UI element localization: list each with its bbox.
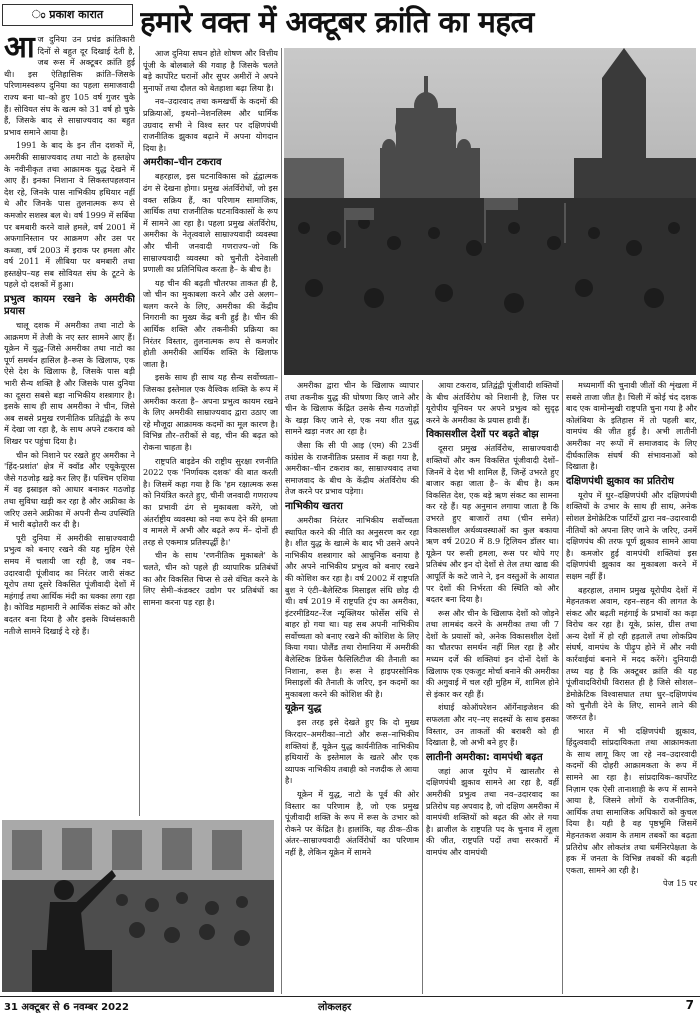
column-5: [566, 380, 697, 994]
lenin-speech-photo-icon: [2, 820, 274, 992]
column-4: [426, 380, 559, 994]
column-3: [285, 380, 419, 994]
subheading: विकासशील देशों पर बढ़ते बोझ: [426, 429, 539, 441]
paragraph: अमरीका निरंतर नाभिकीय सर्वोच्चता स्थापित करने की नीति का अनुसरण कर रहा है। शीत युद्ध के खात्मे के बाद भी उसने अपने नाभिकीय शस्त्रागार को आधुनिक बनाया है और अपने नाभिकीय प्रभुत्व को बनाए रखने की कोशिश कर रहा है। वर्ष 2002 में राष्ट्रपति बुश ने एंटी–बैलेस्टिक मिसाइल संधि छोड़ दी थी। वर्ष 2019 में राष्ट्रपति ट्रंप का अमरीका, इंटरमीडियट–रेंज न्यूक्लियर फोर्सेस संधि से बाहर हो गया था। यह सब अपनी नाभिकीय सर्वोच्चता को बनाए रखने की कोशिश के लिए किया गया। पोलैंड तथा रोमानिया में अमरीकी बैलेस्टिक डिफेंस फैसिलिटीज की तैनाती का निशाना, रूस है। रूस ने हाइपरसोनिक मिसाइलों की तैनाती के जरिए, इन कदमों का मुकाबला करने की कोशिश की है।: [285, 514, 419, 699]
subheading: दक्षिणपंथी झुकाव का प्रतिरोध: [566, 475, 674, 487]
paragraph: राष्ट्रपति बाइडेन की राष्ट्रीय सुरक्षा रणनीति 2022 एक 'निर्णायक दशक' की बात करती है। जिसमें कहा गया है कि 'हम रक्षात्मक रूस को नियंत्रित करते हुए, चीनी जनवादी गणराज्य का प्रभावी ढंग से मुकाबला करेंगे, जो अंतर्राष्ट्रीय व्यवस्था को नया रूप देने की क्षमता व मामले में अभी और बढ़ते रूप में– दोनों ही तरह से एकमात्र प्रतिस्पर्द्धी है।': [143, 455, 278, 547]
paragraph: बहरहाल, इस घटनाविकास को द्वंद्वात्मक ढंग से देखना होगा। प्रमुख अंतर्विरोधों, जो इस वक्त सक्रिय हैं, का परिणाम सामाजिक, आर्थिक तथा राजनीतिक घटनाविकासों के रूप में सामने आ रहा है। पहला प्रमुख अंतर्विरोध, अमरीका के नेतृत्ववाले साम्राज्यवादी व्यवस्था और चीनी जनवादी गणराज्य–जो कि साम्राज्यवादी व्यवस्था को चुनौती देनेवाली प्रणाली का प्रतिनिधित्व करता है– के बीच है।: [143, 171, 278, 275]
paragraph: चालू दशक में अमरीका तथा नाटो के आक्रमण में तेजी के नए स्तर सामने आए हैं। यूक्रेन में युद्ध–जिसे अमरीका तथा नाटो का पूर्ण समर्थन हासिल है–रूस के खिलाफ, एक ऐसे देश के खिलाफ है, जिसके पास बड़ी भारी सैन्य शक्ति है और जिसके पास दुनिया का दूसरा सबसे बड़ा नाभिकीय शस्त्रागार है। इसके साथ ही साथ अमरीका ने चीन, जिसे अब सबसे प्रमुख रणनीतिक प्रतिद्वंद्वी के रूप में देखा जा रहा है, के साथ अपने टकराव को शिखर पर पहुंचा दिया है।: [4, 320, 135, 446]
issue-date: 31 अक्टूबर से 6 नवम्बर 2022: [4, 1002, 129, 1013]
column-divider: [139, 46, 140, 816]
page-footer: [0, 996, 700, 1013]
dropcap: आ: [4, 34, 35, 65]
subheading: यूक्रेन युद्ध: [285, 703, 322, 715]
red-square-photo-icon: [284, 48, 696, 375]
subheading: अमरीका–चीन टकराव: [143, 157, 222, 169]
paragraph: दूसरा प्रमुख अंतर्विरोध, साम्राज्यवादी शक्तियों और कम विकसित पूंजीवादी देशों–जिनमें वे देश भी शामिल हैं, जिन्हें उभरते हुए बाजार कहा जाता है– के बीच है। कम विकसित देश, एक बड़े ऋण संकट का सामना कर रहे हैं। यह अनुमान लगाया जाता है कि उभरते हुए बाजारों तथा (चीन समेत) विकासशील अर्थव्यवस्थाओं का कुल बकाया ऋण वर्ष 2020 में 8.9 ट्रिलियन डॉलर था। यूक्रेन पर रूसी हमला, रूस पर थोपे गए प्रतिबंध और इन दो देशों से तेल तथा खाद्य की आपूर्ति के कटे जाने ने, इन वस्तुओं के आयात पर देशों की निर्भरता की स्थिति को और बदतर बना दिया है।: [426, 443, 559, 605]
red-square-photo: [284, 48, 696, 375]
paragraph: पूरी दुनिया में अमरीकी साम्राज्यवादी प्रभुत्व को बनाए रखने की यह मुहिम ऐसे समय में चलायी जा रही है, जब नव–उदारवादी पूंजीवाद का निरंतर जारी संकट यूरोप तथा दूसरे विकसित पूंजीवादी देशों में महंगाई तथा आर्थिक मंदी का धक्का लगा रहा है। कोविड महामारी ने आर्थिक संकट को और बदतर बना दिया है और इसके विध्वंसकारी नतीजे सामने दिखाई दे रहे हैं।: [4, 532, 135, 636]
column-1: [4, 34, 135, 814]
paragraph: चीन के साथ 'रणनीतिक मुकाबले' के चलते, चीन को पहले ही व्यापारिक प्रतिबंधों का और विकसित चिप्स से उसे वंचित करने के लिए सेमी–कंडक्टर उद्योग पर प्रतिबंधों का सामना करना पड़ रहा है।: [143, 550, 278, 607]
column-divider: [562, 380, 563, 994]
paragraph: इस तरह इसे देखते हुए कि दो मुख्य किरदार–अमरीका–नाटो और रूस–नाभिकीय शक्तियां हैं, यूक्रेन युद्ध कार्यनीतिक नाभिकीय हथियारों के इस्तेमाल के खतरे और एक व्यापक नाभिकीय तबाही को नजदीक ले आया है।: [285, 717, 419, 786]
paragraph: जहां आज यूरोप में खासतौर से दक्षिणपंथी झुकाव सामने आ रहा है, वहीं अमरीकी प्रभुत्व तथा नव–उदारवाद का प्रतिरोध यह अपवाद है, जो दक्षिण अमरीका में वामपंथी शक्तियों को बढ़त की ओर ले गया है। ब्राजील के राष्ट्रपति पद के चुनाव में लूला की जीत, राष्ट्रपति पदों तथा सरकारों में वामपंथ और वामपंथी: [426, 765, 559, 857]
paragraph: 1991 के बाद के इन तीन दशकों में, अमरीकी साम्राज्यवाद तथा नाटो के हस्तक्षेप के नवीनीकृत तथा आक्रामक युद्ध देखने में आए हैं। इनका निशाना वे सिकस्तपहलवान देश रहे, जिनके पास नाभिकीय हथियार नहीं थे और जिनके पास तुलनात्मक रूप से कमजोर सशस्त्र बल थे। वर्ष 1999 में सर्बिया पर बमबारी करने वाले हमले, वर्ष 2001 में अफगानिस्तान पर आक्रमण और उस पर कब्जा, वर्ष 2003 में इराक पर हमला और वर्ष 2011 में लीबिया पर बमबारी तथा हस्तक्षेप–यह सब सोवियत संघ के टूटने के पहले दो दशकों में हुआ।: [4, 140, 135, 290]
paragraph: इसके साथ ही साथ यह सैन्य सर्वोच्चता–जिसका इस्तेमाल एक वैश्विक शक्ति के रूप में अमरीका करता है– अपना प्रभुत्व कायम रखने के लिए अमरीकी साम्राज्यवाद द्वारा उठाए जा रहे मौजूदा आक्रामक कदमों का मूल कारण है। विभिन्न तौर–तरीकों से वह, चीन की बढ़त को रोकना चाहता है।: [143, 372, 278, 452]
paragraph: मध्यमार्गी की चुनावी जीतों की शृंखला में सबसे ताजा जीत है। चिली में कोई चंद दशक बाद एक वामोन्मुखी राष्ट्रपति चुना गया है और कोलंबिया के इतिहास में तो पहली बार, वामपंथ की जीत हुई है। अभी लातीनी अमरीका नए रूपों में समाजवाद के लिए दीर्घकालिक संघर्ष की संभावनाओं को दिखाता है।: [566, 380, 697, 472]
column-divider: [281, 48, 282, 994]
headline: हमारे वक्त में अक्टूबर क्रांति का महत्व: [140, 5, 534, 39]
paragraph: रूस और चीन के खिलाफ देशों को जोड़ने तथा लामबंद करने के अमरीका तथा जी 7 देशों के प्रयासों को, अनेक विकासशील देशों का चौतरफा समर्थन नहीं मिल रहा है और मध्यम दर्जे की शक्तियां इन दोनों देशों के खिलाफ एक एकजुट मोर्चा बनाने की अमरीका की अगुवाई में चल रही मुहिम में, शामिल होने से इंकार कर रही हैं।: [426, 607, 559, 699]
subheading: लातीनी अमरीका: वामपंथी बढ़त: [426, 751, 543, 763]
paragraph: भारत में भी दक्षिणपंथी झुकाव, हिंदुत्ववादी सांप्रदायिकता तथा आक्रामकता के साथ लागू किए जा रहे नव–उदारवादी कदमों की दोहरी आक्रामकता के रूप में सामने आ रहा है। सांप्रदायिक–कार्पोरेट निज़ाम एक ऐसी तानाशाही के रूप में सामने आया है, जिसने लोगों के राजनीतिक, आर्थिक तथा सामाजिक अधिकारों को कुचल दिया है। यही है वह पृष्ठभूमि जिसमें मेहनतकश अवाम के तमाम तबकों का बढ़ता प्रतिरोध और लोकतंत्र तथा धर्मनिरपेक्षता के हक में जनता के विभिन्न तबकों की बढ़ती एकता, सामने आ रही है।: [566, 725, 697, 875]
subheading: नाभिकीय खतरा: [285, 500, 343, 512]
subheading: प्रभुत्व कायम रखने के अमरीकी प्रयास: [4, 294, 135, 318]
paragraph: बहरहाल, तमाम प्रमुख यूरोपीय देशों में मेहनतकश अवाम, रहन–सहन की लागत के संकट और बढ़ती महंगाई के प्रभावों का कड़ा विरोध कर रहा है। यूके, फ्रांस, ग्रीस तथा अन्य देशों में हो रही हड़तालें तथा लोकप्रिय संघर्ष, वामपंथ के पीढ़ुप होने में और नयी कार्रवाईयां बनाने में मदद करेंगे। दुनियादी तथ्य यह है कि अक्टूबर क्रांति की यह पूंजीवादविरोधी विरासत ही है जिसे सोशल–डेमोक्रेटिक विश्वासघात तथा धुर–दक्षिणपंथ को चुनौती देने के लिए, सामने लाने की जरूरत है।: [566, 584, 697, 723]
lenin-speech-photo: [2, 820, 274, 992]
paragraph: अमरीका द्वारा चीन के खिलाफ व्यापार तथा तकनीक युद्ध की घोषणा किए जाने और चीन के खिलाफ केंद्रित उसके सैन्य गठजोड़ों के खड़ा किए जाने से, एक नया शीत युद्ध सामने खड़ा नजर आ रहा है।: [285, 380, 419, 437]
author-byline: ಂ प्रकाश कारात: [2, 4, 133, 26]
paragraph: चीन को निशाने पर रखते हुए अमरीका ने 'हिंद-प्रशांत' क्षेत्र में क्वॉड और एयूकेयूएस जैसे गठजोड़ खड़े कर लिए हैं। पश्चिम एशिया में वह इस्राइल को आधार बनाकर गठजोड़ तथा सुविधा खड़ी कर रहा है और अफ्रीका के जरिए उसने अफ्रीका में अपनी सैन्य उपस्थिति में भारी बढ़ोतरी कर दी है।: [4, 449, 135, 530]
column-divider: [422, 380, 423, 994]
paragraph: आज दुनिया सघन होते शोषण और वित्तीय पूंजी के बोलबाले की गवाह है जिसके चलते बड़े कार्पोरेट घरानों और सुपर अमीरों ने अपने मुनाफों तथा दौलत को बेतहाशा बढ़ा लिया है।: [143, 48, 278, 93]
publication-name: लोकलहर: [318, 1002, 352, 1013]
intro-paragraph: आज दुनिया उन प्रचंड क्रांतिकारी दिनों से बहुत दूर दिखाई देती है, जब रूस में अक्टूबर क्रांति हुई थी। इस ऐतिहासिक क्रांति–जिसके परिणामस्वरूप दुनिया का पहला समाजवादी राज्य बना था–को हुए 105 वर्ष गुजर चुके हैं। सोवियत संघ के खत्म को 31 वर्ष हो चुके हैं, जिसके बाद से साम्राज्यवाद का बहुत प्रभाव समाने आया है।: [4, 34, 135, 137]
paragraph: यह चीन की बढ़ती चौतरफा ताकत ही है, जो चीन का मुकाबला करने और उसे अलग–थलग करने के लिए, अमरीका की केंद्रीय निगरानी का मुख्य केंद्र बनी हुई है। चीन की आर्थिक शक्ति और तकनीकी प्रक्रिया का निरंतर विस्तार, तुलनात्मक रूप से कमजोर होती अमरीकी आर्थिक शक्ति के खिलाफ जाता है।: [143, 277, 278, 369]
paragraph: जैसा कि सी पी आइ (एम) की 23वीं कांग्रेस के राजनीतिक प्रस्ताव में कहा गया है, अमरीका–चीन टकराव का, साम्राज्यवाद तथा समाजवाद के बीच के केंद्रीय अंतर्विरोध की तेज करने पर प्रभाव पड़ेगा।: [285, 439, 419, 497]
continued-on-page: पेज 15 पर: [663, 878, 697, 889]
paragraph: नव–उदारवाद तथा कमखर्ची के कदमों की प्रक्रियाओं, इथनो–नेशनलिस्म और धार्मिक उग्रवाद सभी ने विश्व स्तर पर दक्षिणपंथी राजनीतिक झुकाव बढ़ाने में अपना योगदान दिया है।: [143, 96, 278, 153]
paragraph: यूक्रेन में युद्ध, नाटो के पूर्व की ओर विस्तार का परिणाम है, जो एक प्रमुख पूंजीवादी शक्ति के रूप में रूस के उभार को रोकने पर केंद्रित है। हालांकि, यह ठीक–ठीक अंतर–साम्राज्यवादी अंतर्विरोधों का परिणाम नहीं है, लेकिन यूक्रेन में सामने: [285, 789, 419, 857]
page-number: 7: [685, 998, 694, 1012]
paragraph: यूरोप में धुर–दक्षिणपंथी और दक्षिणपंथी शक्तियों के उभार के साथ ही साथ, अनेक सोशल डेमोक्रेटिक पार्टियों द्वारा नव–उदारवादी नीतियों को अपना लिए जाने के जरिए, उनमें दक्षिणपंथ की तरफ पूर्ण झुकाव सामने आया है। कमजोर हुई वामपंथी शक्तियां इस दक्षिणपंथी झुकाव का मुकाबला करने में सक्षम नहीं हैं।: [566, 489, 697, 581]
paragraph: शंघाई कोऑपरेशन ऑर्गेनाइजेशन की सफलता और नए–नए सदस्यों के साथ इसका विस्तार, उन ताकतों की बराबरी को ही दिखाता है, जो अभी बने हुए हैं।: [426, 702, 559, 748]
paragraph: आया टकराव, प्रतिद्वंद्वी पूंजीवादी शक्तियों के बीच अंतर्विरोध को निशानी है, जिस पर यूरोपीय यूनियन पर अपने प्रभुत्व को सुदृढ़ करने के अमरीका के प्रयास हावी हैं।: [426, 380, 559, 425]
